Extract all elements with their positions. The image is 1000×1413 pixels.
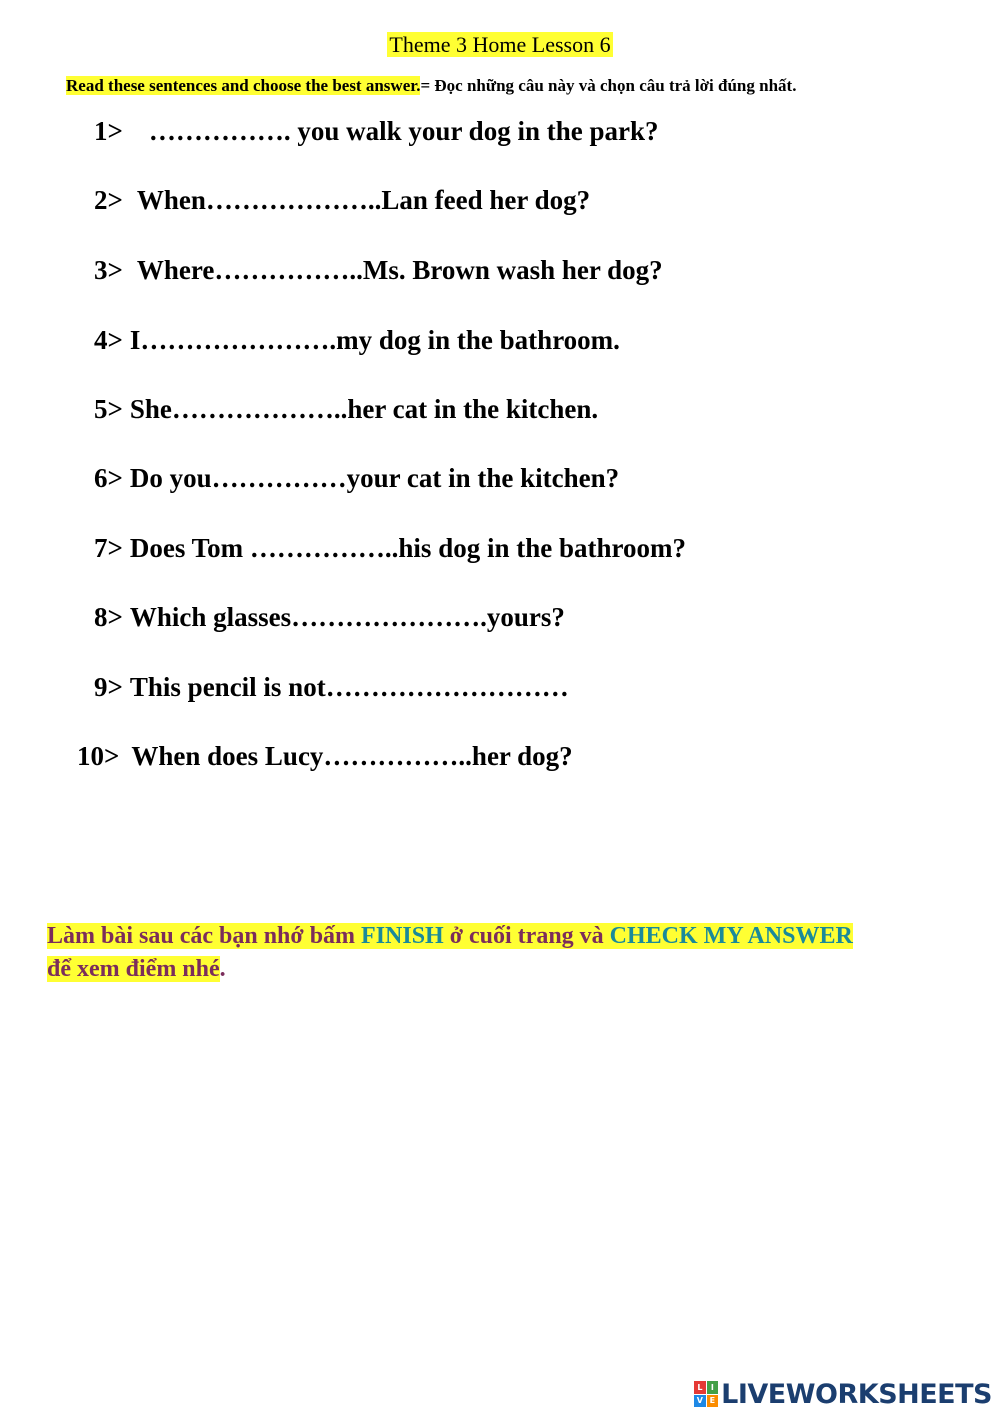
question-8 (94, 600, 565, 634)
question-text: Do you……………your cat in the kitchen? (129, 463, 620, 493)
note-text: để xem điểm nhé (47, 956, 220, 982)
question-number: 7> (94, 533, 123, 563)
question-number: 4> (94, 325, 123, 355)
question-text: Does Tom ……………..his dog in the bathroom? (129, 533, 686, 563)
question-9 (94, 670, 569, 704)
note-text: Làm bài sau các bạn nhớ bấm (47, 923, 362, 949)
title-text: Theme 3 Home Lesson 6 (389, 32, 611, 57)
question-6 (94, 461, 619, 495)
check-my-answer-keyword: CHECK MY ANSWER (609, 923, 853, 949)
question-7 (94, 531, 686, 565)
question-text: When does Lucy……………..her dog? (131, 741, 573, 771)
question-5 (94, 392, 598, 426)
question-number: 10> (77, 741, 120, 771)
instruction-vietnamese: = Đọc những câu này và chọn câu trả lời đúng nhất. (420, 76, 797, 95)
question-number: 3> (94, 255, 123, 285)
question-10 (77, 739, 573, 773)
question-number: 9> (94, 672, 123, 702)
question-number: 6> (94, 463, 123, 493)
question-2 (94, 183, 590, 217)
page-title (0, 31, 1000, 59)
question-3 (94, 253, 663, 287)
question-text: When………………..Lan feed her dog? (136, 185, 591, 215)
finish-instructions-note (47, 920, 957, 986)
question-text: I………………….my dog in the bathroom. (129, 325, 620, 355)
question-4 (94, 323, 620, 357)
instruction (66, 75, 796, 97)
question-text: She………………..her cat in the kitchen. (129, 394, 599, 424)
instruction-english: Read these sentences and choose the best answer. (66, 76, 421, 95)
question-text: Where……………..Ms. Brown wash her dog? (136, 255, 663, 285)
question-text: Which glasses………………….yours? (129, 602, 565, 632)
question-number: 8> (94, 602, 123, 632)
question-text: This pencil is not……………………… (129, 672, 569, 702)
question-text: ……………. you walk your dog in the park? (148, 116, 659, 146)
question-number: 2> (94, 185, 123, 215)
note-text: ở cuối trang và (443, 923, 610, 949)
liveworksheets-logo[interactable] (694, 1379, 992, 1409)
finish-keyword: FINISH (361, 923, 444, 949)
question-1 (94, 114, 658, 148)
question-number: 1> (94, 116, 123, 146)
note-period: . (219, 956, 226, 982)
logo-text: LIVEWORKSHEETS (721, 1378, 992, 1410)
liveworksheets-logo-icon: L I V E (694, 1381, 718, 1407)
question-number: 5> (94, 394, 123, 424)
